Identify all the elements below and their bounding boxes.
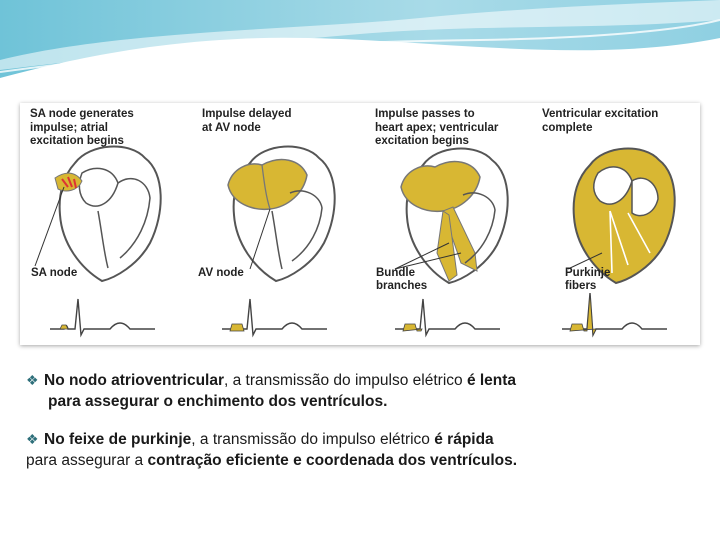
bullet-continuation	[26, 391, 696, 412]
heart-illustration	[192, 103, 362, 345]
panel-caption: SA node generates impulse; atrial excitation begins	[30, 108, 134, 147]
text-bold: No nodo atrioventricular	[44, 372, 224, 389]
panel-caption: Ventricular excitation complete	[542, 108, 659, 134]
text-regular: para assegurar a	[26, 452, 148, 469]
panel-bundle-branches	[365, 103, 535, 345]
body-text	[26, 370, 696, 471]
panel-caption: Impulse delayed at AV node	[202, 108, 292, 134]
bullet-item	[26, 429, 696, 450]
header-swoosh-decoration	[0, 0, 720, 90]
text-bold: No feixe de purkinje	[44, 431, 192, 448]
text-bold: é rápida	[434, 431, 494, 448]
panel-caption: Impulse passes to heart apex; ventricular excitation begins	[375, 108, 499, 147]
diamond-bullet-icon: ❖	[26, 431, 39, 447]
pointer-label: Bundle branches	[376, 267, 428, 292]
panel-purkinje-fibers	[532, 103, 702, 345]
pointer-label: Purkinje fibers	[565, 267, 611, 292]
text-bold: para assegurar o enchimento dos ventrículos.	[48, 393, 388, 410]
diamond-bullet-icon: ❖	[26, 372, 39, 388]
pointer-label: AV node	[198, 267, 244, 279]
cardiac-conduction-figure	[20, 103, 700, 345]
heart-illustration	[365, 103, 535, 345]
text-bold: é lenta	[466, 372, 517, 389]
bullet-continuation	[26, 450, 696, 471]
heart-illustration	[532, 103, 702, 345]
heart-illustration	[20, 103, 190, 345]
text-regular: , a transmissão do impulso elétrico	[224, 372, 467, 389]
panel-av-node	[192, 103, 362, 345]
panel-sa-node	[20, 103, 190, 345]
bullet-item	[26, 370, 696, 391]
text-regular: , a transmissão do impulso elétrico	[191, 431, 435, 448]
text-bold: contração eficiente e coordenada dos ventrículos.	[147, 452, 518, 469]
pointer-label: SA node	[31, 267, 78, 279]
